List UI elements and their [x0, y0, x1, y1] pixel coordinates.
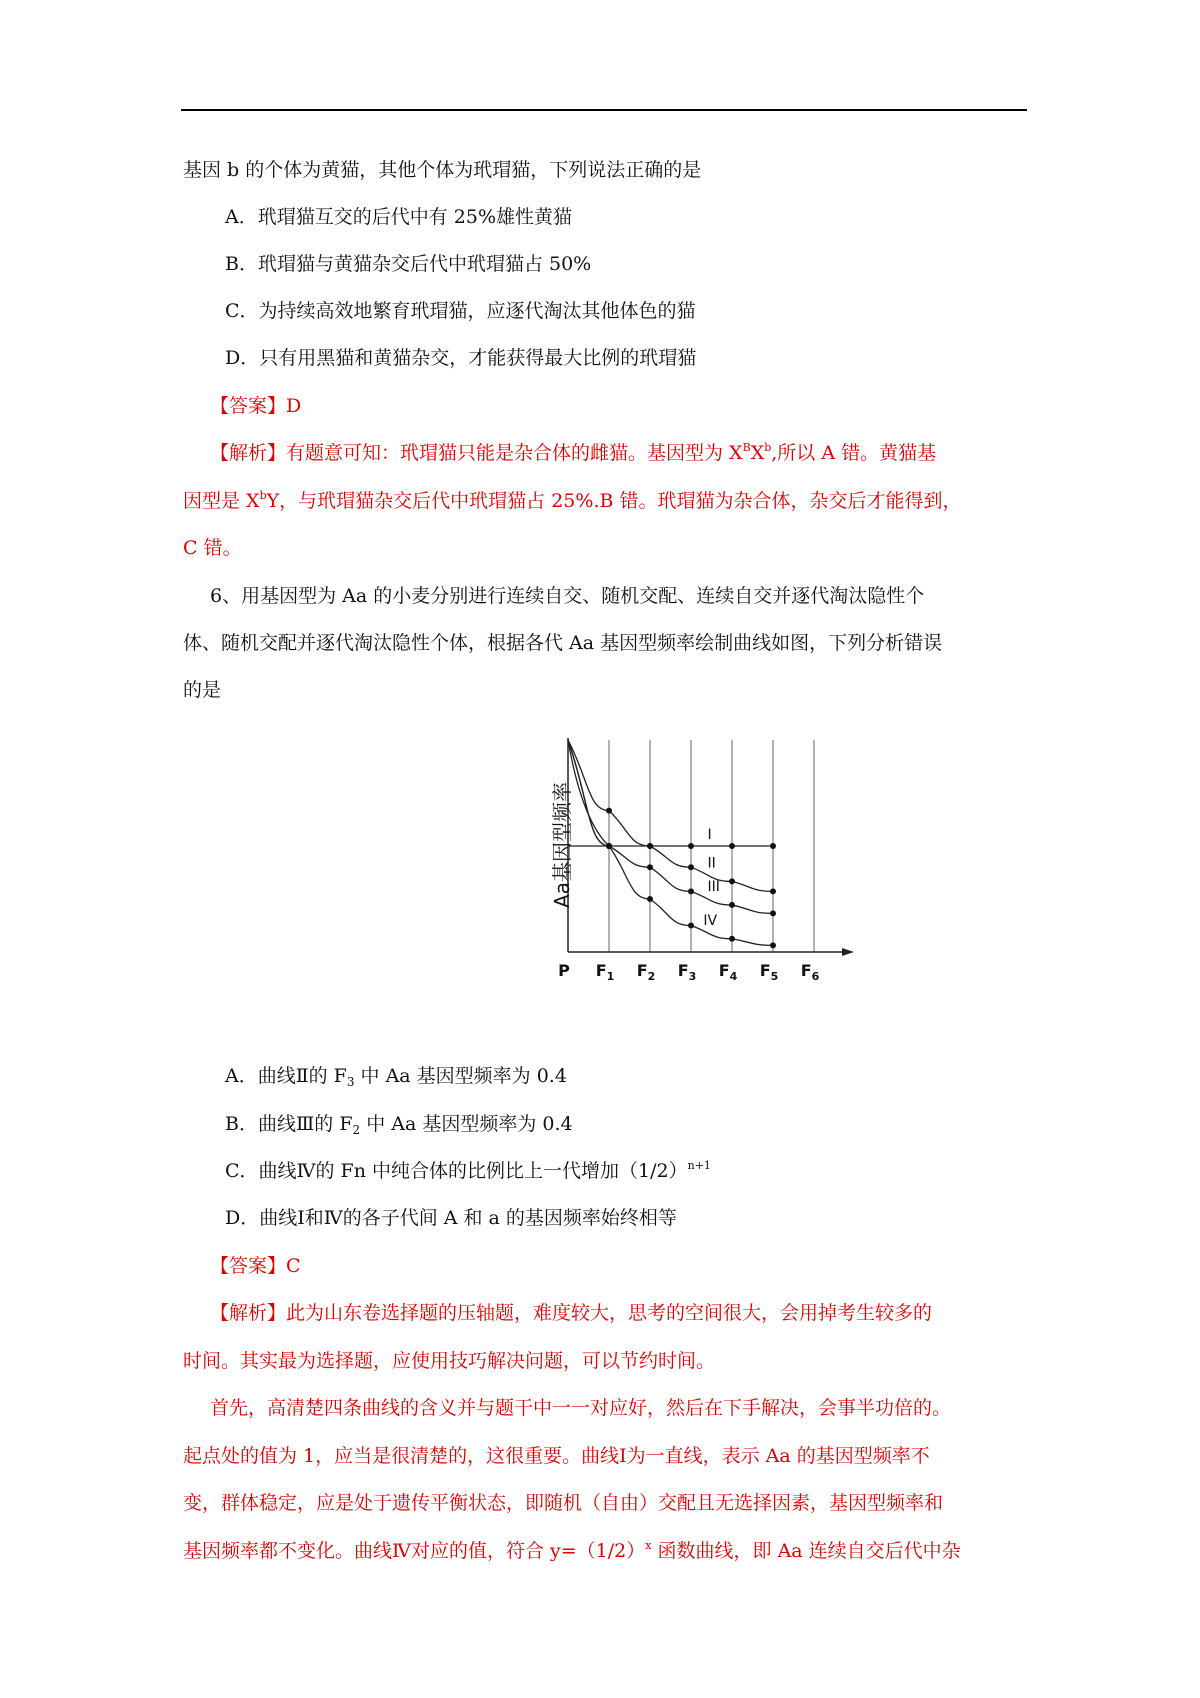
q5-option-d: D．只有用黑猫和黄猫杂交，才能获得最大比例的玳瑁猫	[225, 347, 697, 369]
q6-stem-line3: 的是	[183, 679, 222, 701]
q6-analysis-line1	[210, 1300, 932, 1326]
x-tick-label: $F_6$	[800, 961, 820, 983]
para2-line1: 首先，高清楚四条曲线的含义并与题干中一一对应好，然后在下手解决，会事半功倍的。	[210, 1397, 952, 1419]
subscript: 3	[346, 1075, 355, 1089]
q6-answer-label: 【答案】	[210, 1255, 287, 1277]
q6-answer-value: C	[286, 1255, 301, 1277]
para2-text: 函数曲线，即 Aa 连续自交后代中杂	[651, 1540, 961, 1562]
series-III-point	[647, 864, 653, 870]
q6-stem-line1: 6、用基因型为 Aa 的小麦分别进行连续自交、随机交配、连续自交并逐代淘汰隐性个	[210, 585, 925, 607]
series-II-point	[606, 808, 612, 814]
series-II-point	[729, 878, 735, 884]
subscript: 2	[352, 1123, 361, 1137]
series-IV-point	[688, 923, 694, 929]
q6-analysis-label: 【解析】	[210, 1302, 287, 1324]
q5-option-c: C．为持续高效地繁育玳瑁猫，应逐代淘汰其他体色的猫	[225, 300, 696, 322]
q5-answer-value: D	[286, 395, 302, 417]
q6-option-a	[225, 1063, 567, 1089]
q6-analysis-text: 此为山东卷选择题的压轴题，难度较大，思考的空间很大，会用掉考生较多的	[286, 1302, 933, 1324]
q5-analysis-text: 因型是 X	[183, 490, 260, 512]
q5-option-b: B．玳瑁猫与黄猫杂交后代中玳瑁猫占 50%	[225, 253, 592, 275]
q6-analysis-line2: 时间。其实最为选择题，应使用技巧解决问题，可以节约时间。	[183, 1350, 716, 1372]
superscript: b	[259, 489, 267, 502]
superscript: x	[645, 1539, 652, 1552]
para2-line4	[183, 1538, 961, 1564]
series-II-label: II	[707, 855, 716, 872]
x-axis-arrow	[842, 948, 854, 956]
series-I-drop	[568, 740, 609, 846]
series-III-point	[770, 910, 776, 916]
series-I-point	[729, 843, 735, 849]
q5-analysis-label: 【解析】	[210, 442, 287, 464]
q5-option-a: A．玳瑁猫互交的后代中有 25%雄性黄猫	[225, 206, 572, 228]
series-I-label: I	[707, 827, 712, 843]
x-tick-label: $F_3$	[677, 961, 697, 983]
series-III-label: III	[707, 879, 720, 896]
q5-analysis-text: Y，与玳瑁猫杂交后代中玳瑁猫占 25%.B 错。玳瑁猫为杂合体，杂交后才能得到，	[266, 490, 962, 512]
q5-analysis-line2	[183, 488, 961, 514]
q6-option-d: D．曲线Ⅰ和Ⅳ的各子代间 A 和 a 的基因频率始终相等	[225, 1207, 677, 1229]
chart-y-label: Aa基因型频率	[550, 782, 574, 908]
q5-stem-tail: 基因 b 的个体为黄猫，其他个体为玳瑁猫，下列说法正确的是	[183, 159, 702, 181]
series-III-point	[729, 902, 735, 908]
q6-option-a-text: 中 Aa 基因型频率为 0.4	[354, 1065, 567, 1087]
x-tick-label: $F_1$	[595, 961, 615, 983]
series-II-line	[568, 740, 773, 891]
series-IV-point	[647, 896, 653, 902]
para2-line3: 变，群体稳定，应是处于遗传平衡状态，即随机（自由）交配且无选择因素，基因型频率和	[183, 1492, 944, 1514]
q5-analysis-text: 有题意可知：玳瑁猫只能是杂合体的雌猫。基因型为 X	[286, 442, 743, 464]
q6-answer	[210, 1253, 301, 1279]
series-IV-point	[770, 942, 776, 948]
q5-analysis-line1	[210, 440, 936, 466]
q6-option-b-text: B．曲线Ⅲ的 F	[225, 1113, 353, 1135]
series-II-point	[770, 888, 776, 894]
q6-option-a-text: A．曲线Ⅱ的 F	[225, 1065, 347, 1087]
series-III-point	[688, 888, 694, 894]
q6-option-b	[225, 1111, 573, 1137]
superscript: b	[764, 441, 772, 454]
x-tick-label: $F_2$	[636, 961, 656, 983]
x-tick-label: P	[558, 961, 570, 980]
q6-option-c-text: C．曲线Ⅳ的 Fn 中纯合体的比例比上一代增加（1/2）	[225, 1160, 688, 1182]
header-rule	[181, 109, 1027, 111]
series-II-point	[688, 864, 694, 870]
q5-answer-label: 【答案】	[210, 395, 287, 417]
series-IV-label: IV	[703, 913, 718, 930]
series-II-point	[647, 843, 653, 849]
genotype-frequency-chart	[540, 720, 860, 995]
para2-line2: 起点处的值为 1，应当是很清楚的，这很重要。曲线Ⅰ为一直线，表示 Aa 的基因型频率不	[183, 1445, 930, 1467]
x-tick-label: $F_4$	[718, 961, 738, 983]
q5-answer	[210, 393, 301, 419]
series-IV-line	[568, 740, 773, 945]
q5-analysis-line3: C 错。	[183, 537, 242, 559]
q6-option-b-text: 中 Aa 基因型频率为 0.4	[360, 1113, 573, 1135]
q6-option-c	[225, 1158, 711, 1184]
series-I-point	[688, 843, 694, 849]
series-III-line	[568, 740, 773, 913]
series-I-point	[770, 843, 776, 849]
superscript: B	[742, 441, 751, 454]
superscript: n+1	[687, 1159, 711, 1172]
series-IV-point	[729, 936, 735, 942]
series-IV-point	[606, 843, 612, 849]
chart-series	[568, 740, 776, 948]
para2-text: 基因频率都不变化。曲线Ⅳ对应的值，符合 y=（1/2）	[183, 1540, 646, 1562]
q5-analysis-text: X	[750, 442, 765, 464]
q6-stem-line2: 体、随机交配并逐代淘汰隐性个体，根据各代 Aa 基因型频率绘制曲线如图，下列分析错误	[183, 632, 943, 654]
chart-tick-labels	[558, 961, 820, 983]
q5-analysis-text: ,所以 A 错。黄猫基	[771, 442, 937, 464]
x-tick-label: $F_5$	[759, 961, 779, 983]
